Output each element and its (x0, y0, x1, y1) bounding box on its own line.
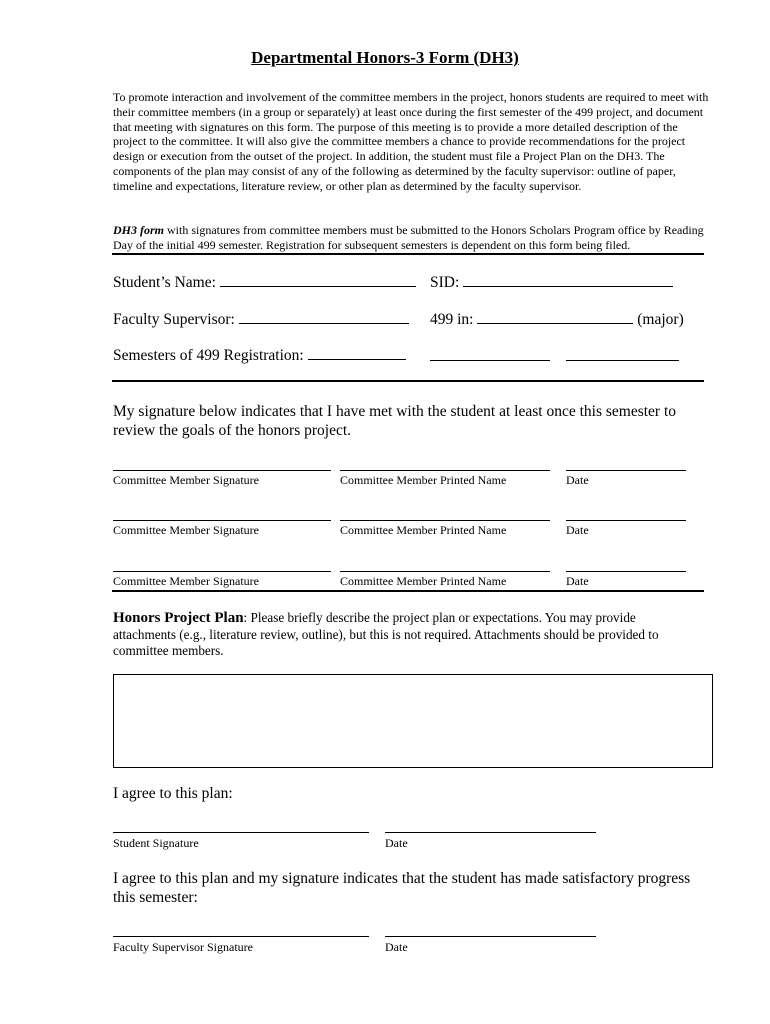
sid-label: SID: (430, 274, 460, 291)
committee-signature-caption: Committee Member Signature (113, 523, 259, 537)
faculty-date-line[interactable] (385, 936, 596, 937)
major-label: (major) (637, 311, 684, 328)
committee-date-line-3[interactable] (566, 571, 686, 572)
form-title: Departmental Honors-3 Form (DH3) (251, 48, 519, 67)
semester-input-2[interactable] (430, 346, 550, 361)
major-input[interactable] (477, 309, 633, 324)
dh3-form-label: DH3 form (113, 223, 164, 237)
student-signature-line[interactable] (113, 832, 369, 833)
student-signature-caption: Student Signature (113, 836, 199, 850)
committee-date-caption: Date (566, 574, 589, 588)
submission-text: with signatures from committee members must be submitted to the Honors Scholars Program office by Reading Day of the initial 499 semester. Registration for subsequent semesters is dependent on this form being filed. (113, 223, 704, 252)
student-date-caption: Date (385, 836, 408, 850)
divider-bottom (112, 590, 704, 592)
divider-middle (112, 380, 704, 382)
intro-paragraph: To promote interaction and involvement of the committee members in the project, honors students are required to meet with their committee members (in a group or separately) at least once during the first semester of the 499 project, and document that meeting with signatures on this form. The purpose of this meeting is to provide a more detailed description of the project to the committee. It will also give the committee members a chance to provide recommendations for the project design or execution from the outset of the project. In addition, the student must file a Project Plan on the DH3. The components of the plan may consist of any of the following as determined by the faculty supervisor: outline of paper, timeline and expectations, literature review, or other plan as determined by the faculty supervisor. (113, 90, 709, 193)
semesters-label: Semesters of 499 Registration: (113, 347, 304, 364)
faculty-supervisor-input[interactable] (239, 309, 409, 324)
committee-printed-name-caption: Committee Member Printed Name (340, 523, 507, 537)
committee-name-line-2[interactable] (340, 520, 550, 521)
divider-top (112, 253, 704, 255)
semester-input-3[interactable] (566, 346, 679, 361)
committee-date-line-2[interactable] (566, 520, 686, 521)
499-in-label: 499 in: (430, 311, 474, 328)
student-name-field (113, 272, 416, 292)
committee-signature-line-3[interactable] (113, 571, 331, 572)
project-plan-instructions (113, 610, 683, 660)
faculty-supervisor-field (113, 309, 409, 329)
student-agree-text: I agree to this plan: (113, 785, 233, 802)
committee-signature-line-1[interactable] (113, 470, 331, 471)
faculty-signature-line[interactable] (113, 936, 369, 937)
project-plan-heading: Honors Project Plan (113, 610, 244, 626)
committee-date-line-1[interactable] (566, 470, 686, 471)
committee-date-caption: Date (566, 523, 589, 537)
student-name-label: Student’s Name: (113, 274, 216, 291)
committee-statement: My signature below indicates that I have met with the student at least once this semester to review the goals of the honors project. (113, 403, 677, 439)
committee-date-caption: Date (566, 473, 589, 487)
committee-printed-name-caption: Committee Member Printed Name (340, 473, 507, 487)
student-date-line[interactable] (385, 832, 596, 833)
student-name-input[interactable] (220, 272, 416, 287)
project-plan-text: : Please briefly describe the project plan or expectations. You may provide attachments (e.g., literature review, outline), but this is not required. Attachments should be provided to committee members. (113, 610, 659, 658)
committee-name-line-3[interactable] (340, 571, 550, 572)
faculty-date-caption: Date (385, 940, 408, 954)
committee-signature-caption: Committee Member Signature (113, 574, 259, 588)
sid-field (430, 272, 673, 292)
committee-signature-caption: Committee Member Signature (113, 473, 259, 487)
committee-printed-name-caption: Committee Member Printed Name (340, 574, 507, 588)
sid-input[interactable] (463, 272, 673, 287)
semester-input-1[interactable] (308, 345, 406, 360)
faculty-supervisor-label: Faculty Supervisor: (113, 311, 235, 328)
project-plan-textbox[interactable] (113, 674, 713, 768)
499-major-field (430, 309, 684, 329)
committee-signature-line-2[interactable] (113, 520, 331, 521)
semesters-field (113, 345, 406, 365)
faculty-signature-caption: Faculty Supervisor Signature (113, 940, 253, 954)
submission-paragraph (113, 223, 713, 253)
committee-name-line-1[interactable] (340, 470, 550, 471)
faculty-agree-text: I agree to this plan and my signature indicates that the student has made satisfactory progress this semester: (113, 870, 691, 906)
